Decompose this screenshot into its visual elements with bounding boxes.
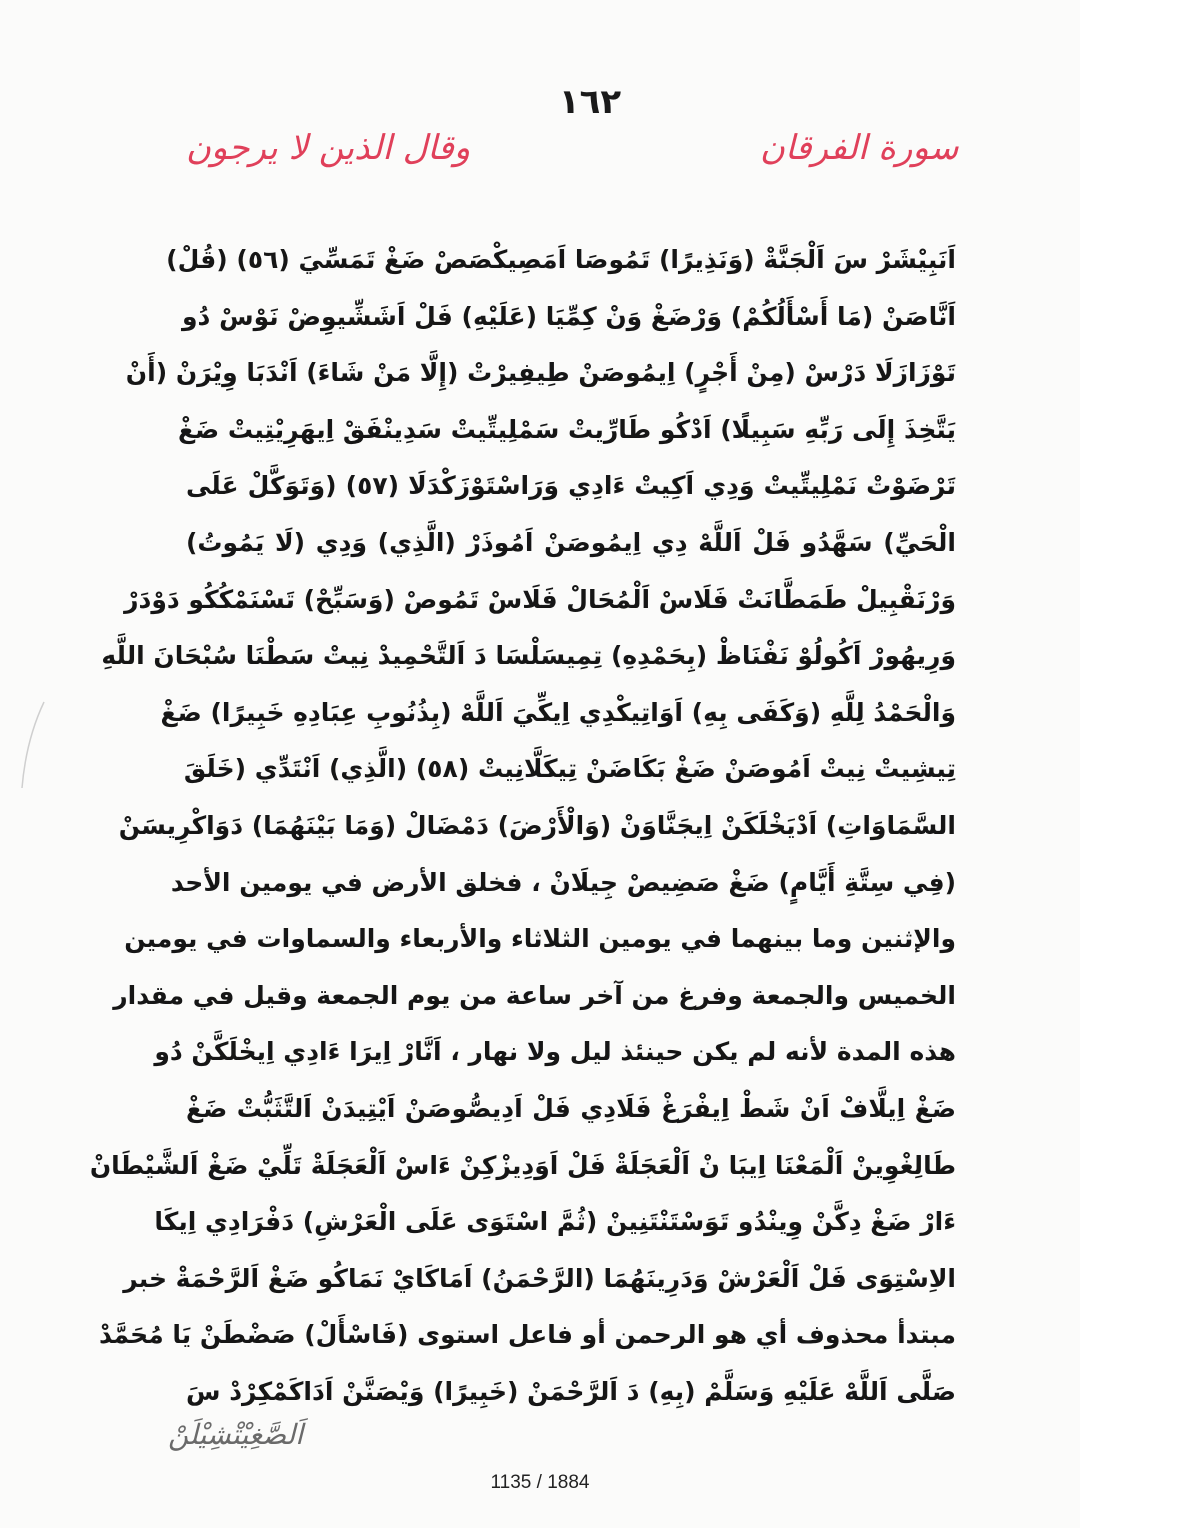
text-line-13: والإثنين وما بينهما في يومين الثلاثاء والأربعاء والسماوات في يومين [124,924,956,954]
text-line-14: الخميس والجمعة وفرغ من آخر ساعة من يوم الجمعة وقيل في مقدار [113,980,956,1010]
header-surah-name: سورة الفرقان [760,128,959,168]
text-line-15: هذه المدة لأنه لم يكن حينئذ ليل ولا نهار ، اَنَّارْ اِيرَا ءَادِي اِيخْلَكَّنْ دُو [154,1037,956,1067]
text-line-4: يَتَّخِذَ إِلَى رَبِّهِ سَبِيلًا) اَدْكُو طَارِّيتْ سَمْلِيتِّيتْ سَدِينْفَقْ اِيهَرِيْتِيتْ ضَغْ [177,414,956,444]
page-indicator: 1135 / 1884 [490,1472,590,1493]
text-line-21: صَلَّى اَللَّهْ عَلَيْهِ وَسَلَّمْ (بِهِ) دَ اَلرَّحْمَنْ (خَبِيرًا) وَيْصَنَّنْ اَدَاكَمْكِرْدْ سَ [186,1376,956,1406]
text-line-11: السَّمَاوَاتِ) اَدْيَخْلَكَنْ اِيجَنَّاوَنْ (وَالْأَرْضَ) دَمْضَالْ (وَمَا بَيْنَهُمَا) دَوَاكْرِيسَنْ [118,810,956,840]
text-line-2: اَنَّاصَنْ (مَا أَسْأَلُكُمْ) وَرْضَغْ وَنْ كِمِّيَا (عَلَيْهِ) فَلْ اَشَشِّيوِضْ نَوْسْ دُو [182,301,956,331]
text-line-1: اَنَبِيْشَرْ سَ اَلْجَنَّةْ (وَنَذِيرًا) تَمُوصَا اَمَصِيكْصَصْ ضَغْ تَمَسِّيَ (٥٦) (قُلْ) [166,245,956,274]
text-line-6: الْحَيِّ) سَهَّدُو فَلْ اَللَّهْ دِي اِيمُوصَنْ اَمُوذَرْ (الَّذِي) وَدِي (لَا يَمُوتُ) [186,527,956,557]
header-ayah-phrase: وقال الذين لا يرجون [186,128,471,168]
text-line-18: ءَارْ ضَغْ دِكَّنْ وِينْدُو تَوَسْتَنْتَنِينْ (ثُمَّ اسْتَوَى عَلَى الْعَرْشِ) دَفْرَادِي اِيكَا [154,1207,956,1237]
text-line-19: الاِسْتِوَى فَلْ اَلْعَرْشْ وَدَرِينَهُمَا (الرَّحْمَنُ) اَمَاكَايْ نَمَاكُو ضَغْ اَلرَّحْمَةْ خبر [123,1263,956,1293]
page-number: ١٦٢ [558,82,622,122]
text-line-20: مبتدأ محذوف أي هو الرحمن أو فاعل استوى (فَاسْأَلْ) صَضْطَنْ يَا مُحَمَّدْ [98,1320,956,1350]
text-line-17: طَالِغْوِينْ اَلْمَعْنَا اِيبَا نْ اَلْعَجَلَةْ فَلْ اَوَدِيزْكِنْ ءَاسْ اَلْعَجَلَةْ تَلِّيْ ضَغْ اَلشَّيْطَانْ [89,1150,956,1180]
text-line-9: وَالْحَمْدُ لِلَّهِ (وَكَفَى بِهِ) اَوَاتِيكْدِي اِيكِّيَ اَللَّهْ (بِذُنُوبِ عِبَادِهِ خَبِيرًا) ضَغْ [160,697,956,727]
text-line-3: تَوْزَازَلَا دَرْسْ (مِنْ أَجْرٍ) اِيمُوصَنْ طِيفِيرْتْ (إِلَّا مَنْ شَاءَ) اَنْدَبَا وِيْرَنْ (أَنْ [125,358,956,388]
text-line-5: تَرْضَوْتْ نَمْلِيتِّيتْ وَدِي اَكِيتْ ءَادِي وَرَاسْتَوْزَكْدَلَا (٥٧) (وَتَوَكَّلْ عَلَى [186,471,956,501]
catchword: اَلصَّغِيْتْشِيْلَنْ [168,1418,304,1451]
text-line-12: (فِي سِتَّةِ أَيَّامٍ) ضَغْ صَضِيصْ جِيلَانْ ، فخلق الأرض في يومين الأحد [170,867,956,897]
text-line-7: وَرْنَقْبِيلْ طَمَطَّانَتْ فَلَاسْ اَلْمُحَالْ فَلَاسْ تَمُوصْ (وَسَبِّحْ) تَسْنَمْكُكُو دَوْدَرْ [124,584,956,614]
text-line-8: وَرِيهُورْ اَكُولُوْ نَفْنَاظْ (بِحَمْدِهِ) تِمِيسَلْسَا دَ اَلتَّحْمِيدْ نِيتْ سَطْنَا سُبْحَانَ اللَّهِ [101,641,956,671]
body-text [89,232,956,1420]
text-line-16: ضَغْ اِيلَّافْ اَنْ شَطْ اِيفْرَغْ فَلَادِي فَلْ اَدِيصُّوصَنْ اَيْتِيدَنْ اَلتَّثَبُّتْ ضَغْ [186,1093,956,1123]
text-line-10: تِيشِيتْ نِيتْ اَمُوصَنْ ضَغْ بَكَاضَنْ تِيكَلَّانِيتْ (٥٨) (الَّذِي) اَنْتَدِّي (خَلَقَ [183,754,956,784]
scan-edge-mark [20,700,46,790]
